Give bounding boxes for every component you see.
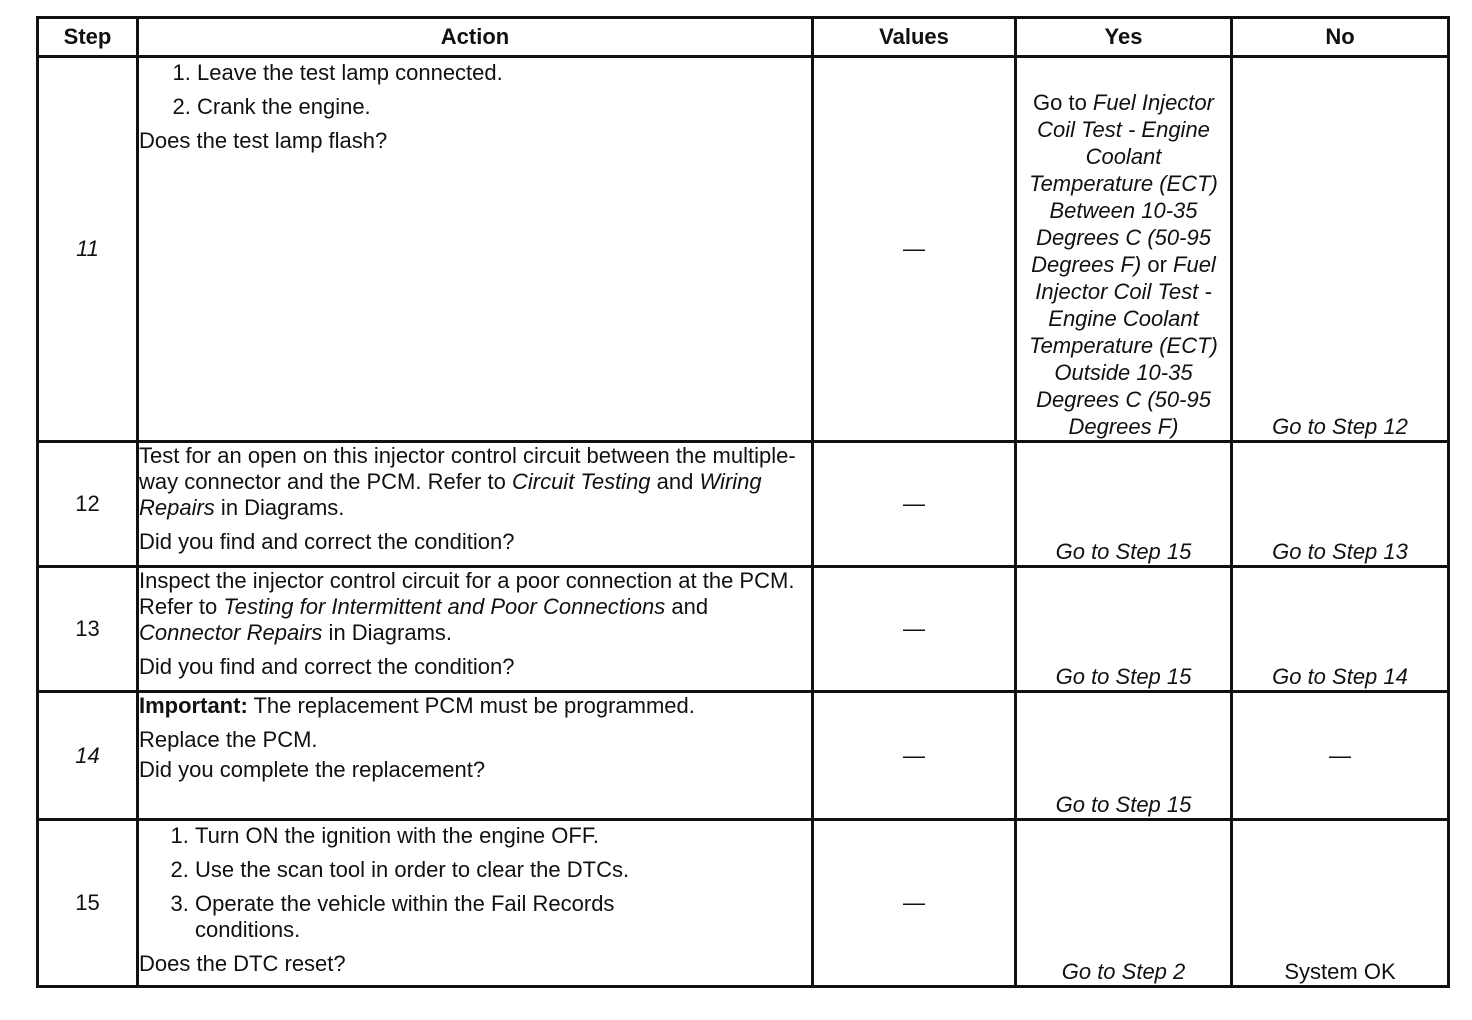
header-row xyxy=(38,18,1449,57)
action-text-part: in Diagrams. xyxy=(214,495,345,520)
no-cell: — xyxy=(1232,692,1449,820)
list-item: 1. Turn ON the ignition with the engine OFF. xyxy=(195,823,811,849)
action-text-part: and xyxy=(665,594,709,619)
important-text: The replacement PCM must be programmed. xyxy=(247,693,695,718)
action-cell xyxy=(138,692,813,820)
yes-text: or xyxy=(1141,252,1174,277)
header-no: No xyxy=(1232,18,1449,57)
action-cell xyxy=(138,57,813,442)
action-instruction: Replace the PCM. xyxy=(139,727,318,752)
values-cell: — xyxy=(813,567,1016,692)
action-list xyxy=(139,823,811,943)
important-note xyxy=(139,693,811,719)
action-text-part: Inspect the injector control circuit for a poor connection at the PCM. Refer to xyxy=(139,568,795,619)
yes-cell: Go to Step 15 xyxy=(1016,692,1232,820)
action-cell xyxy=(138,442,813,567)
action-reference: Connector Repairs xyxy=(139,620,323,645)
action-cell xyxy=(138,567,813,692)
no-cell: Go to Step 13 xyxy=(1232,442,1449,567)
table-row xyxy=(38,820,1449,987)
diagnostic-table xyxy=(36,16,1450,988)
step-number: 15 xyxy=(38,820,138,987)
list-item: 2. Crank the engine. xyxy=(197,94,811,120)
header-step: Step xyxy=(38,18,138,57)
action-list xyxy=(139,60,811,120)
values-cell: — xyxy=(813,692,1016,820)
action-question: Did you find and correct the condition? xyxy=(139,654,515,679)
values-cell: — xyxy=(813,442,1016,567)
action-reference: Wiring Repairs xyxy=(139,469,762,520)
table-row xyxy=(38,567,1449,692)
action-question: Did you complete the replacement? xyxy=(139,757,486,782)
action-question: Did you find and correct the condition? xyxy=(139,529,515,554)
step-number: 12 xyxy=(38,442,138,567)
step-number: 14 xyxy=(38,692,138,820)
header-action: Action xyxy=(138,18,813,57)
action-text-part: Test for an open on this injector control circuit between the multiple-way connector and the PCM. Refer to xyxy=(139,443,796,494)
yes-cell xyxy=(1016,57,1232,442)
action-question: Does the test lamp flash? xyxy=(139,128,388,153)
no-cell: System OK xyxy=(1232,820,1449,987)
yes-cell: Go to Step 15 xyxy=(1016,442,1232,567)
list-item: 1. Leave the test lamp connected. xyxy=(197,60,811,86)
no-cell: Go to Step 12 xyxy=(1232,57,1449,442)
yes-text: Go to xyxy=(1033,90,1093,115)
action-reference: Testing for Intermittent and Poor Connections xyxy=(223,594,666,619)
table-row xyxy=(38,442,1449,567)
header-values: Values xyxy=(813,18,1016,57)
table-row xyxy=(38,692,1449,820)
list-item: 2. Use the scan tool in order to clear the DTCs. xyxy=(195,857,811,883)
values-cell: — xyxy=(813,57,1016,442)
action-text-part: in Diagrams. xyxy=(322,620,453,645)
action-reference: Circuit Testing xyxy=(511,469,651,494)
important-label: Important: xyxy=(139,693,248,718)
yes-link-text: Fuel Injector Coil Test - Engine Coolant Temperature (ECT) Between 10-35 Degrees C (50-95 Degrees F) xyxy=(1029,90,1218,277)
action-text xyxy=(139,443,811,521)
step-number: 11 xyxy=(38,57,138,442)
step-number: 13 xyxy=(38,567,138,692)
yes-cell: Go to Step 15 xyxy=(1016,567,1232,692)
yes-link-text: Fuel Injector Coil Test - Engine Coolant Temperature (ECT) Outside 10-35 Degrees C (50-95 Degrees F) xyxy=(1029,252,1218,439)
yes-cell: Go to Step 2 xyxy=(1016,820,1232,987)
action-text xyxy=(139,568,811,646)
header-yes: Yes xyxy=(1016,18,1232,57)
action-text-part: and xyxy=(650,469,700,494)
no-cell: Go to Step 14 xyxy=(1232,567,1449,692)
table-row xyxy=(38,57,1449,442)
list-item: 3. Operate the vehicle within the Fail Records conditions. xyxy=(195,891,691,943)
action-cell xyxy=(138,820,813,987)
action-question: Does the DTC reset? xyxy=(139,951,346,976)
yes-reference xyxy=(1025,89,1222,440)
values-cell: — xyxy=(813,820,1016,987)
